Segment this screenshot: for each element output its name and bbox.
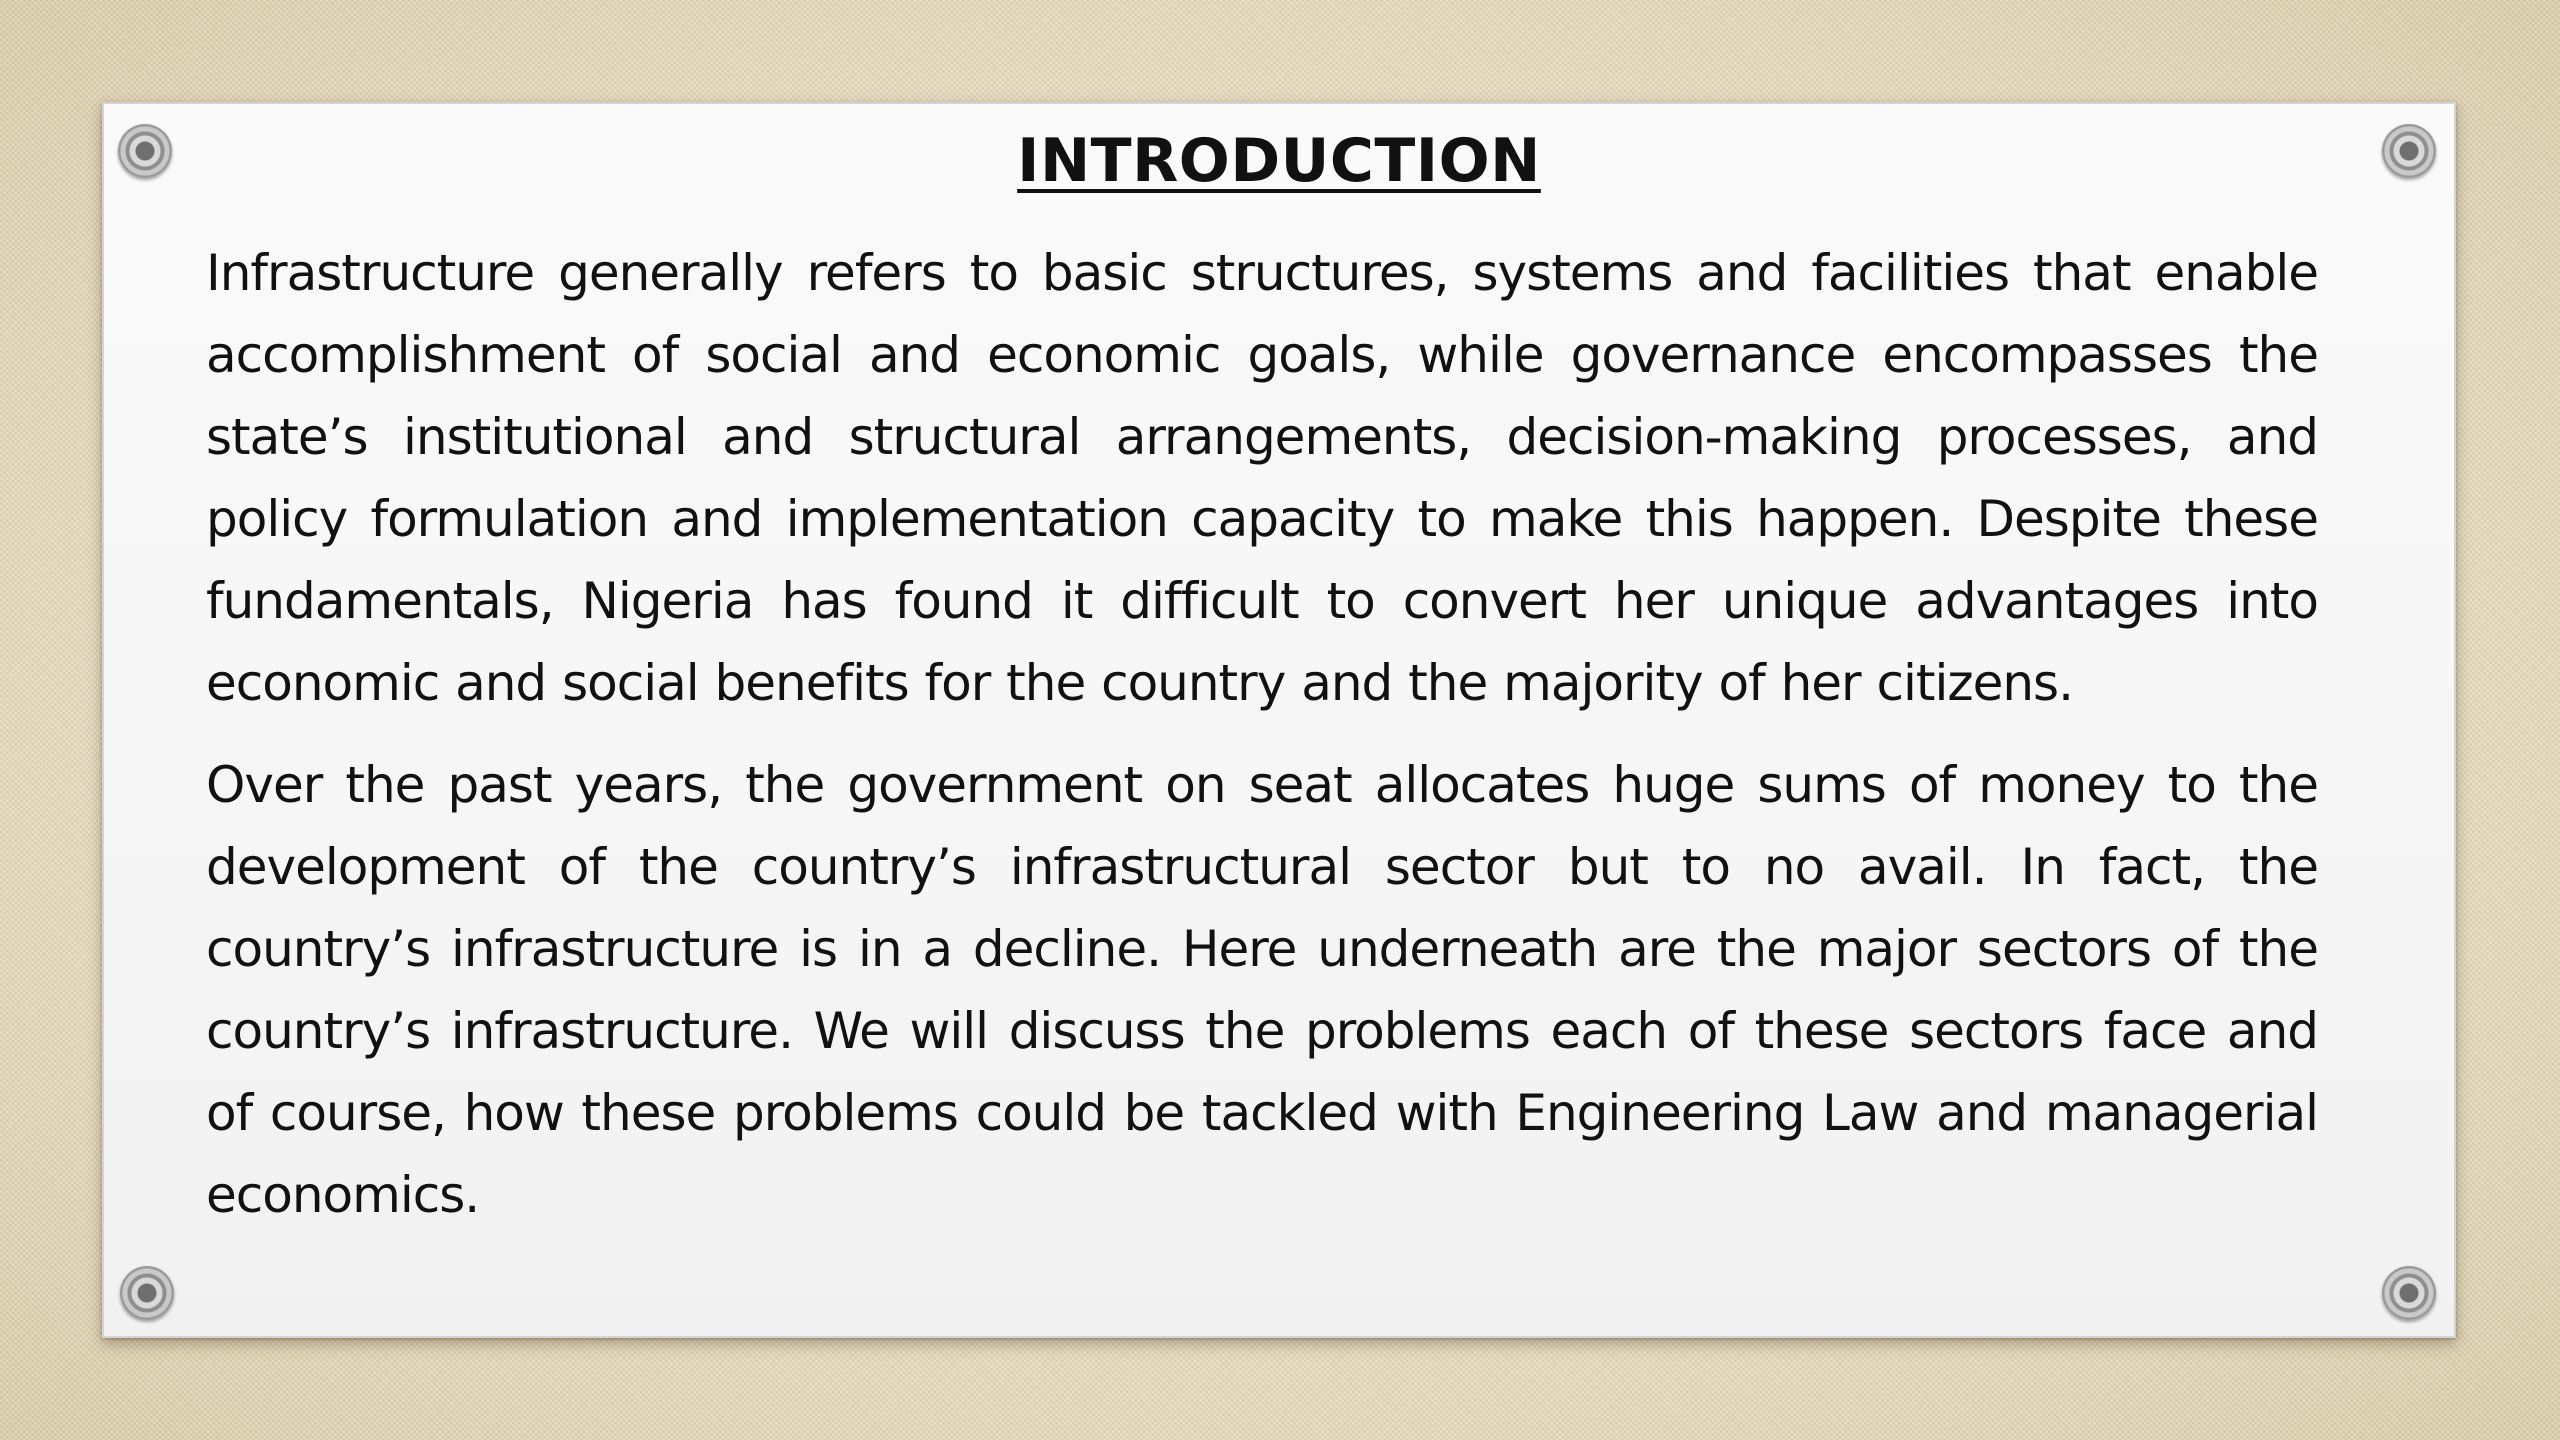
slide-body	[206, 232, 2318, 1256]
rivet-bottom-left-icon	[120, 1266, 174, 1320]
slide-title: INTRODUCTION	[1017, 126, 1541, 196]
rivet-bottom-right-icon	[2382, 1266, 2436, 1320]
slide-title-wrapper	[104, 116, 2454, 206]
paragraph-2: Over the past years, the government on seat allocates huge sums of money to the development of the country’s infrastructural sector but to no avail. In fact, the country’s infrastructure is in a decline. Here underneath are the major sectors of the country’s infrastructure. We will discuss the problems each of these sectors face and of course, how these problems could be tackled with Engineering Law and managerial economics.	[206, 756, 2318, 1224]
slide-board	[102, 102, 2456, 1338]
paragraph-1: Infrastructure generally refers to basic structures, systems and facilities that enable accomplishment of social and economic goals, while governance encompasses the state’s institutional and structural arrangements, decision-making processes, and policy formulation and implementation capacity to make this happen. Despite these fundamentals, Nigeria has found it difficult to convert her unique advantages into economic and social benefits for the country and the majority of her citizens.	[206, 244, 2318, 712]
